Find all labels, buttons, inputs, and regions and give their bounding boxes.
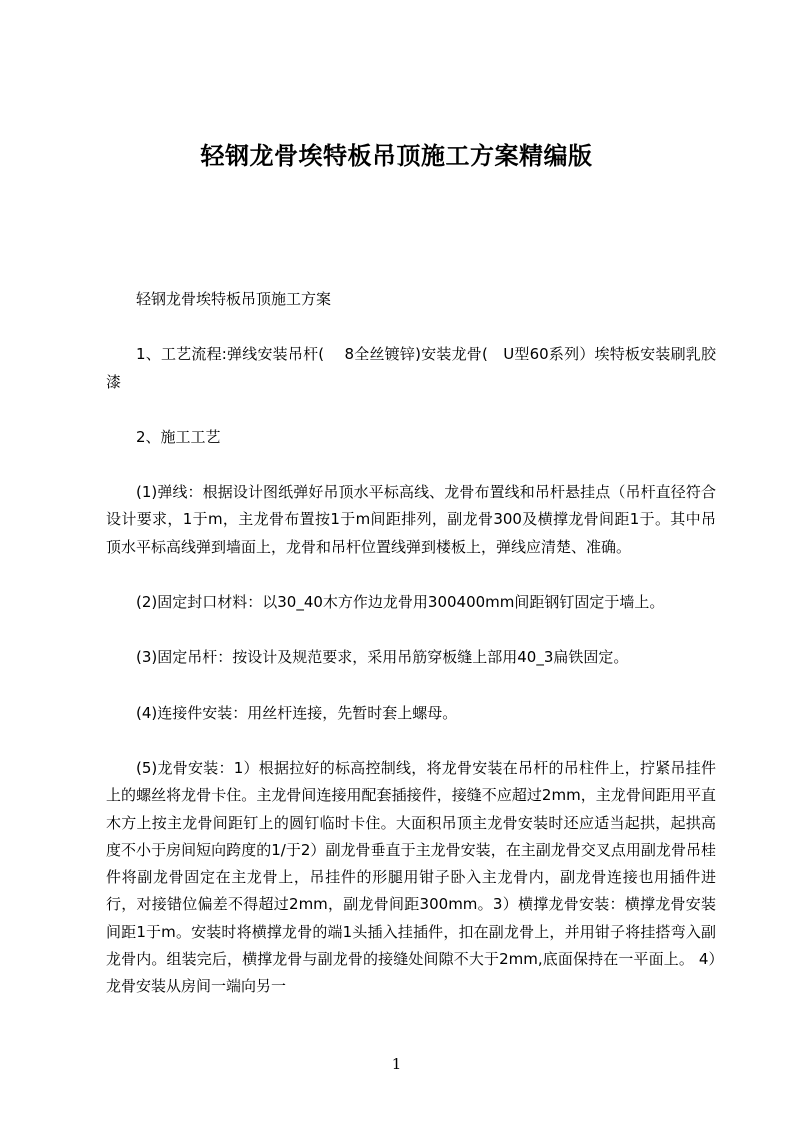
- paragraph-process-flow: 1、工艺流程:弹线安装吊杆( 8全丝镀锌)安装龙骨( U型60系列）埃特板安装刷乳胶漆: [106, 345, 716, 391]
- paragraph-step-3: (3)固定吊杆：按设计及规范要求，采用吊筋穿板缝上部用40_3扁铁固定。: [136, 648, 629, 667]
- paragraph-step-4: (4)连接件安装：用丝杆连接，先暂时套上螺母。: [136, 703, 458, 722]
- paragraph-step-5: (5)龙骨安装：1）根据拉好的标高控制线，将龙骨安装在吊杆的吊柱件上，拧紧吊挂件上的螺丝将龙骨卡住。主龙骨间连接用配套插接件，接缝不应超过2mm，主龙骨间距用平直木方上按主龙骨间距钉上的圆钉临时卡住。大面积吊顶主龙骨安装时还应适当起拱，起拱高度不小于房间短向跨度的1/于2）副龙骨垂直于主龙骨安装，在主副龙骨交叉点用副龙骨吊桂件将副龙骨固定在主龙骨上，吊挂件的形腿用钳子卧入主龙骨内，副龙骨连接也用插件进行，对接错位偏差不得超过2mm，副龙骨间距300mm。3）横撑龙骨安装：横撑龙骨安装间距1于m。安装时将横撑龙骨的端1头插入挂插件，扣在副龙骨上，并用钳子将挂搭弯入副龙骨内。组装完后，横撑龙骨与副龙骨的接缝处间隙不大于2mm,底面保持在一平面上。 4）龙骨安装从房间一端向另一: [106, 758, 716, 996]
- paragraph-heading: 轻钢龙骨埃特板吊顶施工方案: [136, 290, 332, 308]
- paragraph-step-1: (1)弹线：根据设计图纸弹好吊顶水平标高线、龙骨布置线和吊杆悬挂点（吊杆直径符合设计要求，1于m，主龙骨布置按1于m间距排列，副龙骨300及横撑龙骨间距1于。其中吊顶水平标高线弹到墙面上，龙骨和吊杆位置线弹到楼板上，弹线应清楚、准确。: [106, 483, 716, 556]
- document-body: [106, 286, 716, 1001]
- page-number: 1: [391, 1055, 402, 1073]
- paragraph-step-2: (2)固定封口材料：以30_40木方作边龙骨用300400mm间距钢钉固定于墙上。: [136, 593, 665, 612]
- document-title: 轻钢龙骨埃特板吊顶施工方案精编版: [200, 142, 593, 170]
- paragraph-section-2: 2、施工工艺: [136, 427, 221, 446]
